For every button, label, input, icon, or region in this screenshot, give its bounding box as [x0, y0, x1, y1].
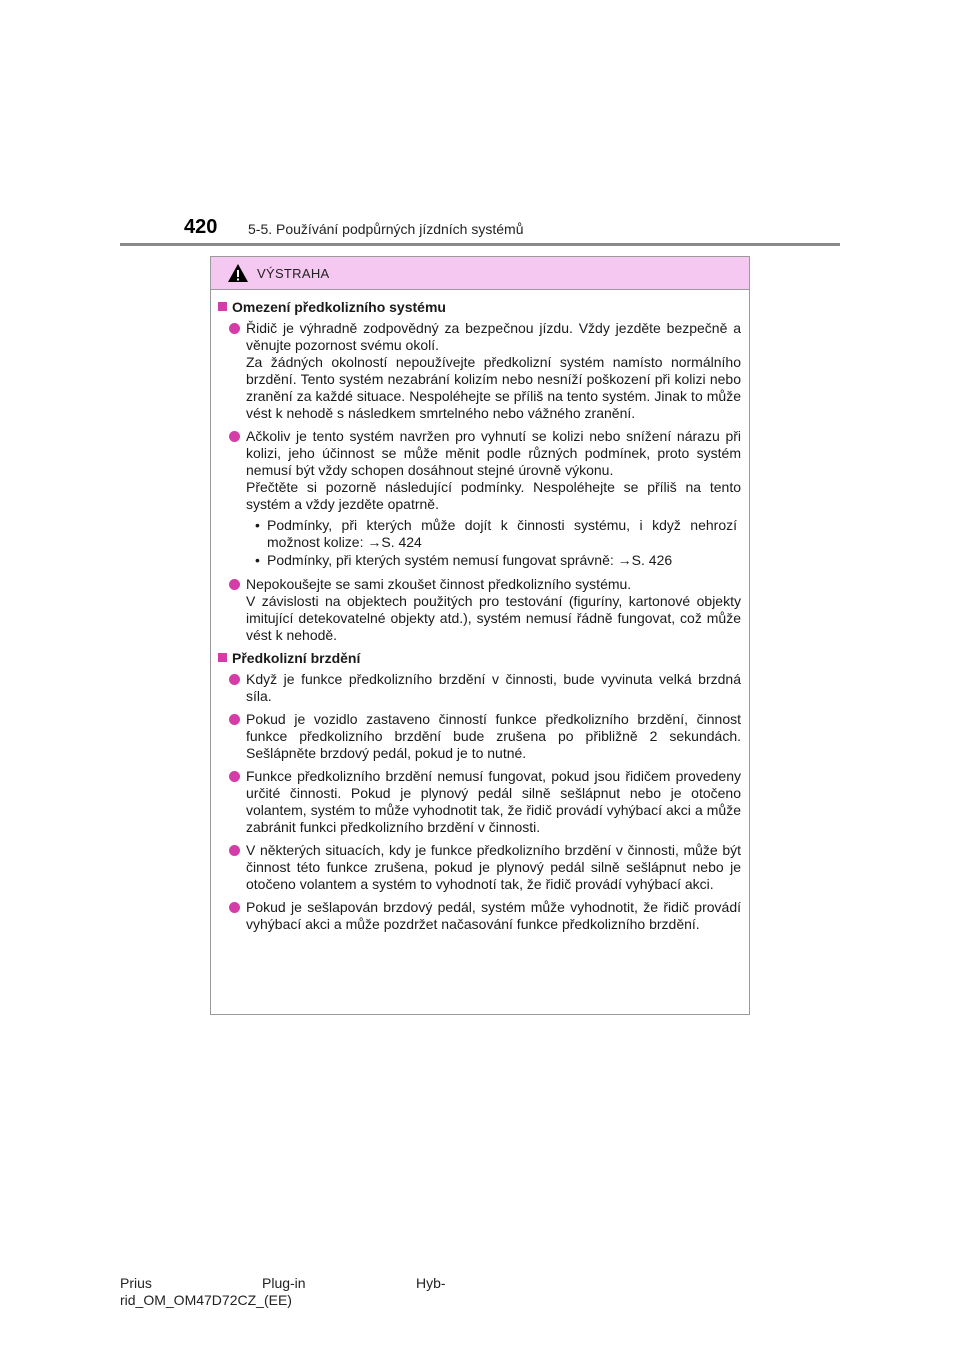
list-item — [219, 842, 741, 893]
footer — [120, 1275, 446, 1309]
paragraph: Když je funkce předkolizního brzdění v činnosti, bude vyvinuta velká brzdná síla. — [246, 671, 741, 704]
list-item — [219, 899, 741, 933]
dot-bullet-icon — [229, 674, 240, 685]
sub-list — [246, 517, 741, 569]
sub-list-item-text: Podmínky, při kterých může dojít k činnosti systému, i když nehrozí možnost kolize: →S. 424 — [267, 517, 737, 550]
footer-variant: Plug-in — [262, 1275, 306, 1291]
paragraph: Přečtěte si pozorně následující podmínky. Nespoléhejte se příliš na tento systém a vždy jezděte opatrně. — [246, 479, 741, 512]
paragraph: Funkce předkolizního brzdění nemusí fungovat, pokud jsou řidičem provedeny určité činnosti. Pokud je plynový pedál silně sešlápnut nebo je otočeno volantem, systém to může vyhodnotit tak, že řidič provádí vyhýbací akci a může zabránit funkci předkolizního brzdění v činnosti. — [246, 768, 741, 835]
list-item — [219, 768, 741, 836]
paragraph: Řidič je výhradně zodpovědný za bezpečnou jízdu. Vždy jezděte bezpečně a věnujte pozornost svému okolí. — [246, 320, 741, 353]
list-item-text — [246, 671, 741, 705]
list-item-text — [246, 320, 741, 422]
warning-section — [219, 299, 741, 644]
list-item — [219, 576, 741, 644]
dot-bullet-icon — [229, 771, 240, 782]
warning-triangle-icon — [227, 263, 249, 283]
sub-list-item — [246, 517, 741, 551]
paragraph: Za žádných okolností nepoužívejte předkolizní systém namísto normálního brzdění. Tento systém nezabrání kolizím nebo nesníží poškození při kolizi nebo zranění za každé situace. Nespoléhejte se příliš na tento systém. Jinak to může vést k nehodě s následkem smrtelného nebo vážného zranění. — [246, 354, 741, 421]
paragraph: V závislosti na objektech použitých pro testování (figuríny, kartonové objekty imitující detekovatelné objekty atd.), systém nemusí řádně fungovat, což může vést k nehodě. — [246, 593, 741, 643]
list-item — [219, 428, 741, 570]
list-item-text — [246, 842, 741, 893]
sub-list-item — [246, 552, 741, 569]
dot-bullet-icon — [229, 323, 240, 334]
header-rule — [120, 243, 840, 246]
list-item — [219, 711, 741, 762]
paragraph: Ačkoliv je tento systém navržen pro vyhnutí se kolizi nebo snížení nárazu při kolizi, jeho účinnost se může měnit podle různých podmínek, proto systém nemusí být vždy schopen dosáhnout stejné úrovně výkonu. — [246, 428, 741, 478]
footer-type: Hyb- — [416, 1275, 446, 1291]
page-number: 420 — [184, 216, 218, 238]
dot-bullet-icon — [229, 845, 240, 856]
section-title: 5-5. Používání podpůrných jízdních systémů — [248, 221, 524, 237]
warning-section — [219, 650, 741, 933]
footer-line-2: rid_OM_OM47D72CZ_(EE) — [120, 1292, 292, 1308]
paragraph: V některých situacích, kdy je funkce předkolizního brzdění v činnosti, může být činnost této funkce zrušena, pokud je plynový pedál silně sešlápnut nebo je otočeno volantem a systém to vyhodnotí tak, že řidič provádí vyhýbací akci. — [246, 842, 741, 892]
section-heading-text: Omezení předkolizního systému — [232, 299, 446, 315]
sub-list-item-text: Podmínky, při kterých systém nemusí fungovat správně: →S. 426 — [267, 552, 673, 568]
square-bullet-icon — [218, 653, 227, 662]
list-item — [219, 671, 741, 705]
dot-bullet-icon — [229, 431, 240, 442]
warning-body — [211, 290, 749, 933]
list-item-text — [246, 899, 741, 933]
paragraph: Pokud je vozidlo zastaveno činností funkce předkolizního brzdění, činnost funkce předkolizního brzdění bude zrušena po přibližně 2 sekundách. Sešlápněte brzdový pedál, pokud je to nutné. — [246, 711, 741, 761]
section-heading-text: Předkolizní brzdění — [232, 650, 361, 666]
sub-bullet-icon: • — [255, 552, 260, 568]
section-heading — [218, 650, 741, 667]
list-item — [219, 320, 741, 422]
footer-line-1 — [120, 1275, 446, 1292]
list-item-text — [246, 576, 741, 644]
sub-bullet-icon: • — [255, 517, 260, 533]
list-item-text — [246, 428, 741, 570]
warning-header — [211, 257, 749, 290]
dot-bullet-icon — [229, 902, 240, 913]
section-heading — [218, 299, 741, 316]
list-item-text — [246, 711, 741, 762]
paragraph: Nepokoušejte se sami zkoušet činnost předkolizního systému. — [246, 576, 632, 592]
footer-model: Prius — [120, 1275, 152, 1291]
dot-bullet-icon — [229, 714, 240, 725]
paragraph: Pokud je sešlapován brzdový pedál, systém může vyhodnotit, že řidič provádí vyhýbací akci a může pozdržet načasování funkce předkolizního brzdění. — [246, 899, 741, 932]
dot-bullet-icon — [229, 579, 240, 590]
warning-box — [210, 256, 750, 1015]
warning-title: VÝSTRAHA — [257, 265, 330, 281]
square-bullet-icon — [218, 302, 227, 311]
list-item-text — [246, 768, 741, 836]
